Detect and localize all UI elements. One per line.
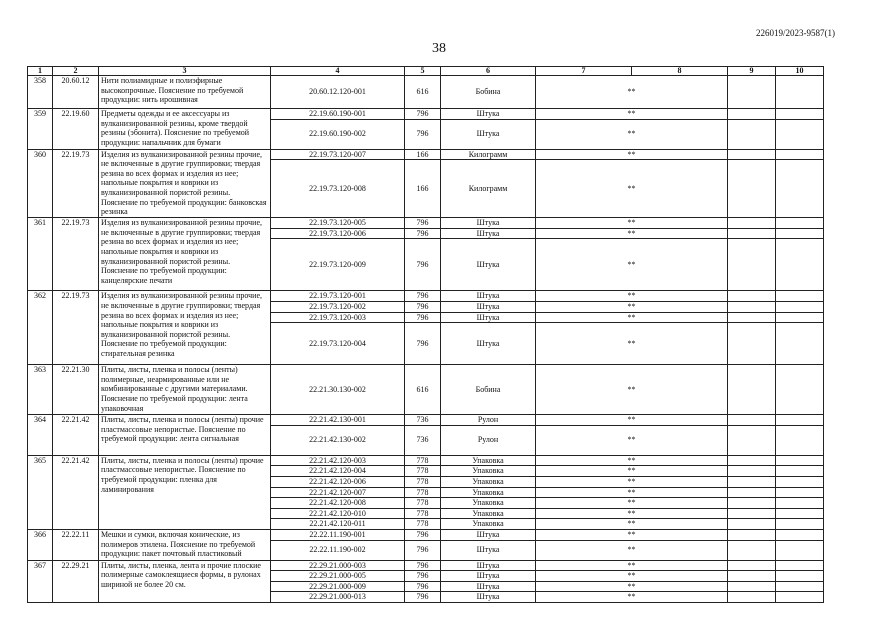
okpd-code-cell: 22.22.11 — [53, 529, 99, 560]
unit-cell: Бобина — [441, 76, 536, 109]
okei-code-cell: 778 — [405, 519, 441, 530]
row-number-cell: 365 — [28, 455, 53, 529]
empty-cell — [728, 160, 776, 218]
table-row — [28, 149, 824, 160]
column-header: 4 — [271, 67, 405, 76]
characteristics-cell: ** — [536, 109, 728, 120]
row-number-cell: 362 — [28, 291, 53, 365]
okpd-code-cell: 22.19.73 — [53, 291, 99, 365]
ktru-code-cell: 22.19.73.120-001 — [271, 291, 405, 302]
empty-cell — [728, 508, 776, 519]
okpd-code-cell: 22.19.60 — [53, 109, 99, 150]
empty-cell — [728, 571, 776, 582]
page-number: 38 — [432, 41, 446, 56]
empty-cell — [776, 228, 824, 239]
empty-cell — [728, 218, 776, 229]
empty-cell — [776, 476, 824, 487]
characteristics-cell: ** — [536, 218, 728, 229]
empty-cell — [776, 425, 824, 455]
okei-code-cell: 736 — [405, 415, 441, 426]
row-number-cell: 358 — [28, 76, 53, 109]
empty-cell — [728, 149, 776, 160]
product-name-cell: Изделия из вулканизированной резины прочие, не включенные в другие группировки; твердая резина во всех формах и изделия из нее; напольные покрытия и коврики из вулканизированной пористой резины. Пояснение по требуемой продукции: банковская резинка — [99, 149, 271, 218]
unit-cell: Упаковка — [441, 498, 536, 509]
unit-cell: Штука — [441, 540, 536, 560]
column-header: 7 — [536, 67, 632, 76]
characteristics-cell: ** — [536, 291, 728, 302]
column-header: 5 — [405, 67, 441, 76]
unit-cell: Упаковка — [441, 508, 536, 519]
empty-cell — [728, 592, 776, 603]
empty-cell — [728, 291, 776, 302]
product-name-cell: Изделия из вулканизированной резины прочие, не включенные в другие группировки; твердая резина во всех формах и изделия из нее; напольные покрытия и коврики из вулканизированной пористой резины. Пояснение по требуемой продукции: стирательная резинка — [99, 291, 271, 365]
characteristics-cell: ** — [536, 239, 728, 291]
characteristics-cell: ** — [536, 560, 728, 571]
ktru-code-cell: 22.19.73.120-002 — [271, 301, 405, 312]
product-name-cell: Плиты, листы, пленка и полосы (ленты) прочие пластмассовые непористые. Пояснение по требуемой продукции: пленка для ламинирования — [99, 455, 271, 529]
empty-cell — [776, 301, 824, 312]
table-body — [28, 76, 824, 603]
okei-code-cell: 796 — [405, 291, 441, 302]
product-name-cell: Мешки и сумки, включая конические, из полимеров этилена. Пояснение по требуемой продукции: пакет почтовый пластиковый — [99, 529, 271, 560]
empty-cell — [776, 508, 824, 519]
characteristics-cell: ** — [536, 487, 728, 498]
empty-cell — [776, 529, 824, 540]
empty-cell — [776, 119, 824, 149]
okei-code-cell: 796 — [405, 529, 441, 540]
empty-cell — [776, 487, 824, 498]
empty-cell — [728, 76, 776, 109]
okei-code-cell: 778 — [405, 466, 441, 477]
unit-cell: Штука — [441, 239, 536, 291]
okpd-code-cell: 22.19.73 — [53, 149, 99, 218]
unit-cell: Штука — [441, 301, 536, 312]
empty-cell — [776, 291, 824, 302]
empty-cell — [776, 218, 824, 229]
ktru-code-cell: 22.21.42.120-003 — [271, 455, 405, 466]
empty-cell — [728, 109, 776, 120]
empty-cell — [776, 519, 824, 530]
column-header: 3 — [99, 67, 271, 76]
okei-code-cell: 796 — [405, 571, 441, 582]
row-number-cell: 360 — [28, 149, 53, 218]
characteristics-cell: ** — [536, 228, 728, 239]
empty-cell — [776, 239, 824, 291]
characteristics-cell: ** — [536, 160, 728, 218]
characteristics-cell: ** — [536, 365, 728, 415]
ktru-code-cell: 22.21.42.120-006 — [271, 476, 405, 487]
catalog-table — [27, 66, 824, 603]
ktru-code-cell: 22.22.11.190-002 — [271, 540, 405, 560]
column-header: 10 — [776, 67, 824, 76]
row-number-cell: 366 — [28, 529, 53, 560]
empty-cell — [728, 466, 776, 477]
okpd-code-cell: 22.21.42 — [53, 415, 99, 456]
characteristics-cell: ** — [536, 455, 728, 466]
unit-cell: Штука — [441, 323, 536, 365]
empty-cell — [776, 312, 824, 323]
empty-cell — [776, 592, 824, 603]
row-number-cell: 363 — [28, 365, 53, 415]
unit-cell: Штука — [441, 291, 536, 302]
ktru-code-cell: 20.60.12.120-001 — [271, 76, 405, 109]
empty-cell — [728, 301, 776, 312]
okei-code-cell: 778 — [405, 498, 441, 509]
ktru-code-cell: 22.21.42.120-010 — [271, 508, 405, 519]
okei-code-cell: 796 — [405, 323, 441, 365]
ktru-code-cell: 22.21.42.130-002 — [271, 425, 405, 455]
ktru-code-cell: 22.29.21.000-005 — [271, 571, 405, 582]
ktru-code-cell: 22.19.73.120-005 — [271, 218, 405, 229]
empty-cell — [776, 455, 824, 466]
empty-cell — [728, 425, 776, 455]
ktru-code-cell: 22.21.30.130-002 — [271, 365, 405, 415]
ktru-code-cell: 22.21.42.130-001 — [271, 415, 405, 426]
empty-cell — [728, 487, 776, 498]
okei-code-cell: 796 — [405, 301, 441, 312]
unit-cell: Рулон — [441, 415, 536, 426]
characteristics-cell: ** — [536, 498, 728, 509]
unit-cell: Упаковка — [441, 476, 536, 487]
empty-cell — [728, 529, 776, 540]
column-header: 2 — [53, 67, 99, 76]
empty-cell — [776, 109, 824, 120]
unit-cell: Бобина — [441, 365, 536, 415]
okpd-code-cell: 22.19.73 — [53, 218, 99, 291]
okei-code-cell: 796 — [405, 109, 441, 120]
ktru-code-cell: 22.29.21.000-003 — [271, 560, 405, 571]
okei-code-cell: 796 — [405, 540, 441, 560]
ktru-code-cell: 22.19.73.120-003 — [271, 312, 405, 323]
column-header: 6 — [441, 67, 536, 76]
unit-cell: Штука — [441, 109, 536, 120]
row-number-cell: 361 — [28, 218, 53, 291]
empty-cell — [776, 571, 824, 582]
characteristics-cell: ** — [536, 529, 728, 540]
unit-cell: Штука — [441, 529, 536, 540]
okei-code-cell: 796 — [405, 312, 441, 323]
okei-code-cell: 778 — [405, 508, 441, 519]
table-row — [28, 455, 824, 466]
unit-cell: Упаковка — [441, 466, 536, 477]
empty-cell — [728, 323, 776, 365]
empty-cell — [728, 581, 776, 592]
characteristics-cell: ** — [536, 581, 728, 592]
empty-cell — [728, 228, 776, 239]
okei-code-cell: 166 — [405, 160, 441, 218]
okei-code-cell: 778 — [405, 476, 441, 487]
characteristics-cell: ** — [536, 425, 728, 455]
unit-cell: Штука — [441, 592, 536, 603]
okei-code-cell: 166 — [405, 149, 441, 160]
row-number-cell: 364 — [28, 415, 53, 456]
empty-cell — [776, 466, 824, 477]
ktru-code-cell: 22.19.60.190-001 — [271, 109, 405, 120]
empty-cell — [728, 519, 776, 530]
characteristics-cell: ** — [536, 519, 728, 530]
empty-cell — [728, 312, 776, 323]
table-row — [28, 291, 824, 302]
ktru-code-cell: 22.19.73.120-007 — [271, 149, 405, 160]
ktru-code-cell: 22.29.21.000-013 — [271, 592, 405, 603]
empty-cell — [776, 581, 824, 592]
okei-code-cell: 796 — [405, 239, 441, 291]
product-name-cell: Плиты, листы, пленка, лента и прочие плоские полимерные самоклеящиеся формы, в рулонах шириной не более 20 см. — [99, 560, 271, 602]
unit-cell: Упаковка — [441, 487, 536, 498]
ktru-code-cell: 22.21.42.120-011 — [271, 519, 405, 530]
okei-code-cell: 778 — [405, 487, 441, 498]
characteristics-cell: ** — [536, 466, 728, 477]
empty-cell — [776, 365, 824, 415]
okei-code-cell: 796 — [405, 228, 441, 239]
characteristics-cell: ** — [536, 476, 728, 487]
table-row — [28, 365, 824, 415]
okei-code-cell: 616 — [405, 365, 441, 415]
ktru-code-cell: 22.19.73.120-004 — [271, 323, 405, 365]
empty-cell — [728, 540, 776, 560]
product-name-cell: Нити полиамидные и полиэфирные высокопрочные. Пояснение по требуемой продукции: нить ирошивная — [99, 76, 271, 109]
table-row — [28, 76, 824, 109]
empty-cell — [728, 119, 776, 149]
characteristics-cell: ** — [536, 323, 728, 365]
empty-cell — [776, 76, 824, 109]
unit-cell: Штука — [441, 571, 536, 582]
characteristics-cell: ** — [536, 592, 728, 603]
empty-cell — [776, 149, 824, 160]
characteristics-cell: ** — [536, 312, 728, 323]
table-row — [28, 560, 824, 571]
product-name-cell: Плиты, листы, пленка и полосы (ленты) прочие пластмассовые непористые. Пояснение по требуемой продукции: лента сигнальная — [99, 415, 271, 456]
ktru-code-cell: 22.19.73.120-008 — [271, 160, 405, 218]
ktru-code-cell: 22.19.73.120-009 — [271, 239, 405, 291]
okei-code-cell: 796 — [405, 592, 441, 603]
table-row — [28, 415, 824, 426]
document-number: 226019/2023-9587(1) — [756, 28, 835, 38]
table-row — [28, 218, 824, 229]
characteristics-cell: ** — [536, 508, 728, 519]
okpd-code-cell: 22.29.21 — [53, 560, 99, 602]
unit-cell: Штука — [441, 560, 536, 571]
ktru-code-cell: 22.19.60.190-002 — [271, 119, 405, 149]
characteristics-cell: ** — [536, 301, 728, 312]
product-name-cell: Изделия из вулканизированной резины прочие, не включенные в другие группировки; твердая резина во всех формах и изделия из нее; напольные покрытия и коврики из вулканизированной пористой резины. Пояснение по требуемой продукции: канцелярские печати — [99, 218, 271, 291]
empty-cell — [728, 498, 776, 509]
okei-code-cell: 778 — [405, 455, 441, 466]
empty-cell — [728, 476, 776, 487]
empty-cell — [776, 560, 824, 571]
column-header: 9 — [728, 67, 776, 76]
ktru-code-cell: 22.21.42.120-007 — [271, 487, 405, 498]
table-row — [28, 529, 824, 540]
okei-code-cell: 796 — [405, 560, 441, 571]
empty-cell — [728, 560, 776, 571]
okei-code-cell: 796 — [405, 218, 441, 229]
empty-cell — [776, 160, 824, 218]
empty-cell — [728, 239, 776, 291]
characteristics-cell: ** — [536, 415, 728, 426]
empty-cell — [728, 455, 776, 466]
ktru-code-cell: 22.21.42.120-004 — [271, 466, 405, 477]
table-row — [28, 109, 824, 120]
page-top-edge — [0, 0, 882, 10]
row-number-cell: 367 — [28, 560, 53, 602]
characteristics-cell: ** — [536, 540, 728, 560]
column-header-row — [28, 67, 824, 76]
okei-code-cell: 796 — [405, 581, 441, 592]
okei-code-cell: 796 — [405, 119, 441, 149]
ktru-code-cell: 22.21.42.120-008 — [271, 498, 405, 509]
unit-cell: Упаковка — [441, 455, 536, 466]
empty-cell — [776, 415, 824, 426]
okei-code-cell: 616 — [405, 76, 441, 109]
characteristics-cell: ** — [536, 119, 728, 149]
okpd-code-cell: 20.60.12 — [53, 76, 99, 109]
empty-cell — [728, 365, 776, 415]
empty-cell — [776, 323, 824, 365]
row-number-cell: 359 — [28, 109, 53, 150]
column-header: 8 — [632, 67, 728, 76]
ktru-code-cell: 22.22.11.190-001 — [271, 529, 405, 540]
empty-cell — [728, 415, 776, 426]
unit-cell: Штука — [441, 119, 536, 149]
unit-cell: Штука — [441, 312, 536, 323]
product-name-cell: Предметы одежды и ее аксессуары из вулканизированной резины, кроме твердой резины (эбонита). Пояснение по требуемой продукции: напальчник для бумаги — [99, 109, 271, 150]
okpd-code-cell: 22.21.42 — [53, 455, 99, 529]
unit-cell: Килограмм — [441, 149, 536, 160]
unit-cell: Штука — [441, 218, 536, 229]
characteristics-cell: ** — [536, 149, 728, 160]
unit-cell: Рулон — [441, 425, 536, 455]
empty-cell — [776, 540, 824, 560]
characteristics-cell: ** — [536, 76, 728, 109]
product-name-cell: Плиты, листы, пленка и полосы (ленты) полимерные, неармированные или не комбинированные с другими материалами. Пояснение по требуемой продукции: лента упаковочная — [99, 365, 271, 415]
unit-cell: Упаковка — [441, 519, 536, 530]
characteristics-cell: ** — [536, 571, 728, 582]
ktru-code-cell: 22.19.73.120-006 — [271, 228, 405, 239]
unit-cell: Штука — [441, 228, 536, 239]
okei-code-cell: 736 — [405, 425, 441, 455]
unit-cell: Килограмм — [441, 160, 536, 218]
okpd-code-cell: 22.21.30 — [53, 365, 99, 415]
empty-cell — [776, 498, 824, 509]
column-header: 1 — [28, 67, 53, 76]
ktru-code-cell: 22.29.21.000-009 — [271, 581, 405, 592]
unit-cell: Штука — [441, 581, 536, 592]
